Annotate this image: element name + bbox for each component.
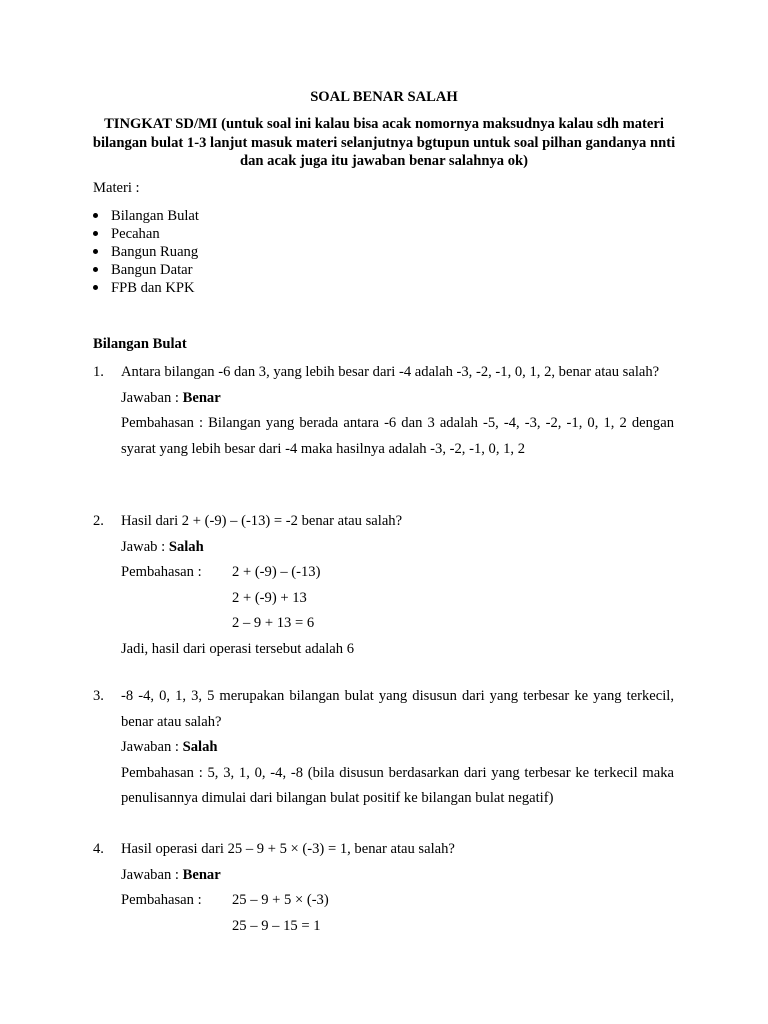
question-number: 3. [93, 688, 104, 704]
question-4 [93, 837, 674, 939]
answer-value: Salah [182, 739, 218, 755]
bullet-icon [93, 231, 98, 236]
calculation-step: 2 + (-9) – (-13) [232, 564, 321, 580]
question-number: 1. [93, 364, 104, 380]
answer-value: Benar [182, 866, 221, 883]
list-item [93, 261, 199, 279]
question-number: 4. [93, 841, 104, 857]
topic-list [93, 207, 199, 297]
answer-label: Jawaban : [121, 739, 183, 755]
question-1 [93, 360, 674, 462]
materi-label: Materi : [93, 180, 140, 196]
section-title: Bilangan Bulat [93, 336, 187, 352]
question-text: Antara bilangan -6 dan 3, yang lebih besar dari -4 adalah -3, -2, -1, 0, 1, 2, benar atau salah? [121, 364, 660, 380]
list-item [93, 279, 199, 297]
answer-value: Salah [168, 538, 204, 555]
topic-label: Bilangan Bulat [111, 208, 199, 224]
topic-label: Bangun Datar [111, 262, 193, 278]
bullet-icon [93, 285, 98, 290]
explanation-row [121, 888, 674, 914]
question-text: Hasil operasi dari 25 – 9 + 5 × (-3) = 1, benar atau salah? [121, 841, 455, 857]
answer-line [121, 735, 674, 761]
document-title: SOAL BENAR SALAH [310, 89, 458, 105]
bullet-icon [93, 267, 98, 272]
topic-label: Pecahan [111, 226, 160, 242]
answer-label: Jawaban : [121, 389, 183, 406]
topic-label: Bangun Ruang [111, 244, 199, 260]
question-text: -8 -4, 0, 1, 3, 5 merupakan bilangan bulat yang disusun dari yang terbesar ke yang terkecil, benar atau salah? [121, 688, 674, 730]
answer-line [121, 863, 674, 889]
answer-label: Jawaban : [121, 866, 183, 883]
calculation-step: 25 – 9 – 15 = 1 [232, 917, 321, 934]
document-subtitle: TINGKAT SD/MI (untuk soal ini kalau bisa acak nomornya maksudnya kalau sdh materi bilangan bulat 1-3 lanjut masuk materi selanjutnya bgtupun untuk soal pilhan gandanya nnti dan acak juga itu jawaban benar salahnya ok) [92, 116, 676, 169]
list-item [93, 225, 199, 243]
explanation-text: Pembahasan : Bilangan yang berada antara -6 dan 3 adalah -5, -4, -3, -2, -1, 0, 1, 2 dengan syarat yang lebih besar dari -4 maka hasilnya adalah -3, -2, -1, 0, 1, 2 [121, 415, 674, 457]
calculation-step: 25 – 9 + 5 × (-3) [232, 892, 329, 908]
conclusion-text: Jadi, hasil dari operasi tersebut adalah 6 [121, 640, 355, 657]
question-number: 2. [93, 513, 104, 529]
question-text: Hasil dari 2 + (-9) – (-13) = -2 benar atau salah? [121, 513, 403, 529]
bullet-icon [93, 249, 98, 254]
topic-label: FPB dan KPK [111, 280, 195, 296]
list-item [93, 243, 199, 261]
bullet-icon [93, 213, 98, 218]
question-2 [93, 509, 674, 662]
calculation-step: 2 + (-9) + 13 [232, 589, 307, 606]
answer-label: Jawab : [121, 538, 169, 555]
explanation-label: Pembahasan : [121, 892, 202, 908]
answer-line [121, 386, 674, 412]
explanation-text: Pembahasan : 5, 3, 1, 0, -4, -8 (bila disusun berdasarkan dari yang terbesar ke terkecil maka penulisannya dimulai dari bilangan bulat positif ke bilangan bulat negatif) [121, 764, 674, 806]
answer-value: Benar [182, 389, 221, 406]
question-3 [93, 684, 674, 812]
calculation-step: 2 – 9 + 13 = 6 [232, 615, 315, 631]
answer-line [121, 535, 674, 561]
explanation-row [121, 560, 674, 586]
list-item [93, 207, 199, 225]
explanation-label: Pembahasan : [121, 564, 202, 580]
